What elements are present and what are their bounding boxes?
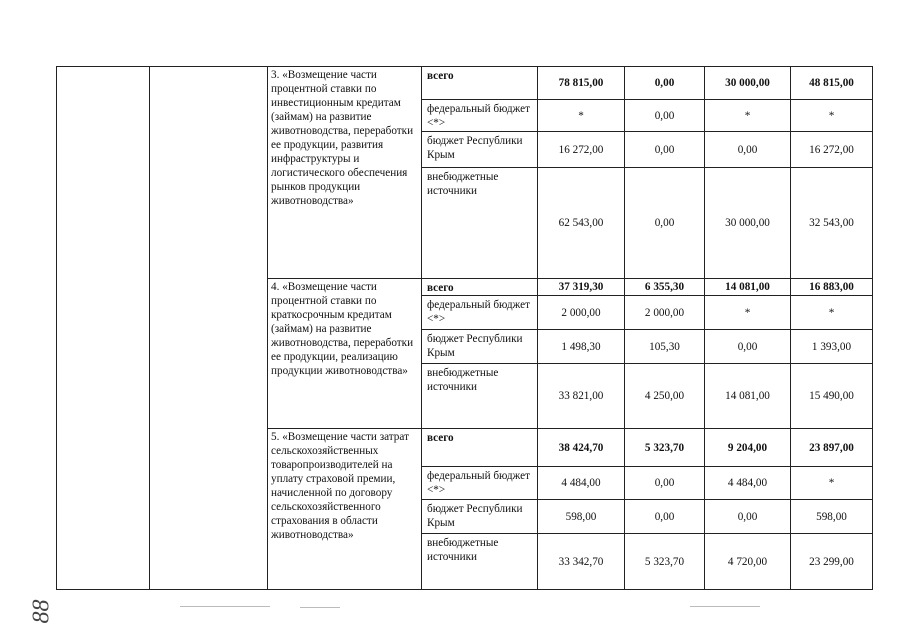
value-cell: 0,00 (625, 500, 705, 534)
value-cell: 598,00 (538, 500, 625, 534)
scan-artifact (180, 606, 270, 607)
value-cell: 598,00 (791, 500, 873, 534)
value-cell: 30 000,00 (705, 168, 791, 279)
scan-artifact (690, 606, 760, 607)
value-cell: 4 484,00 (538, 467, 625, 500)
value-cell: 0,00 (705, 132, 791, 168)
value-cell: 1 393,00 (791, 330, 873, 364)
source-label: внебюджетные источники (422, 364, 538, 429)
value-cell: * (705, 100, 791, 132)
value-cell: 5 323,70 (625, 429, 705, 467)
source-label: всего (422, 429, 538, 467)
value-cell: 33 821,00 (538, 364, 625, 429)
source-label: федеральный бюджет <*> (422, 296, 538, 330)
value-cell: * (791, 100, 873, 132)
value-cell: * (791, 296, 873, 330)
value-cell: 0,00 (705, 500, 791, 534)
event-title: 5. «Возмещение части затрат сельскохозяйственных товаропроизводителей на уплату страховой премии, начисленной по договору сельскохозяйственного страхования в области животноводства» (268, 429, 422, 590)
value-cell: 32 543,00 (791, 168, 873, 279)
value-cell: 38 424,70 (538, 429, 625, 467)
value-cell: * (791, 467, 873, 500)
table-row (57, 67, 873, 100)
value-cell: 0,00 (705, 330, 791, 364)
value-cell: 14 081,00 (705, 279, 791, 296)
value-cell: 16 272,00 (791, 132, 873, 168)
source-label: федеральный бюджет <*> (422, 100, 538, 132)
value-cell: 0,00 (625, 67, 705, 100)
value-cell: 62 543,00 (538, 168, 625, 279)
value-cell: 0,00 (625, 100, 705, 132)
value-cell: 9 204,00 (705, 429, 791, 467)
source-label: бюджет Республики Крым (422, 132, 538, 168)
event-title: 3. «Возмещение части процентной ставки по инвестиционным кредитам (займам) на развитие животноводства, переработки ее продукции, развития инфраструктуры и логистического обеспечения рынков продукции животноводства» (268, 67, 422, 279)
value-cell: 15 490,00 (791, 364, 873, 429)
page-number: 88 (28, 599, 55, 624)
value-cell: 4 250,00 (625, 364, 705, 429)
value-cell: 33 342,70 (538, 534, 625, 590)
value-cell: 1 498,30 (538, 330, 625, 364)
event-title: 4. «Возмещение части процентной ставки по краткосрочным кредитам (займам) на развитие животноводства, переработки ее продукции, реализацию продукции животноводства» (268, 279, 422, 429)
source-label: всего (422, 279, 538, 296)
blank-column-2 (150, 67, 268, 590)
value-cell: * (538, 100, 625, 132)
source-label: всего (422, 67, 538, 100)
value-cell: 0,00 (625, 168, 705, 279)
value-cell: 78 815,00 (538, 67, 625, 100)
value-cell: 16 272,00 (538, 132, 625, 168)
value-cell: 14 081,00 (705, 364, 791, 429)
value-cell: 23 299,00 (791, 534, 873, 590)
source-label: внебюджетные источники (422, 168, 538, 279)
source-label: бюджет Республики Крым (422, 330, 538, 364)
source-label: бюджет Республики Крым (422, 500, 538, 534)
value-cell: 48 815,00 (791, 67, 873, 100)
scan-artifact (300, 607, 340, 608)
value-cell: * (705, 296, 791, 330)
value-cell: 2 000,00 (538, 296, 625, 330)
value-cell: 4 720,00 (705, 534, 791, 590)
blank-column-1 (57, 67, 150, 590)
value-cell: 2 000,00 (625, 296, 705, 330)
value-cell: 4 484,00 (705, 467, 791, 500)
value-cell: 6 355,30 (625, 279, 705, 296)
value-cell: 105,30 (625, 330, 705, 364)
value-cell: 37 319,30 (538, 279, 625, 296)
value-cell: 23 897,00 (791, 429, 873, 467)
funding-table (56, 66, 873, 590)
value-cell: 0,00 (625, 132, 705, 168)
value-cell: 0,00 (625, 467, 705, 500)
value-cell: 16 883,00 (791, 279, 873, 296)
source-label: федеральный бюджет <*> (422, 467, 538, 500)
value-cell: 5 323,70 (625, 534, 705, 590)
source-label: внебюджетные источники (422, 534, 538, 590)
value-cell: 30 000,00 (705, 67, 791, 100)
